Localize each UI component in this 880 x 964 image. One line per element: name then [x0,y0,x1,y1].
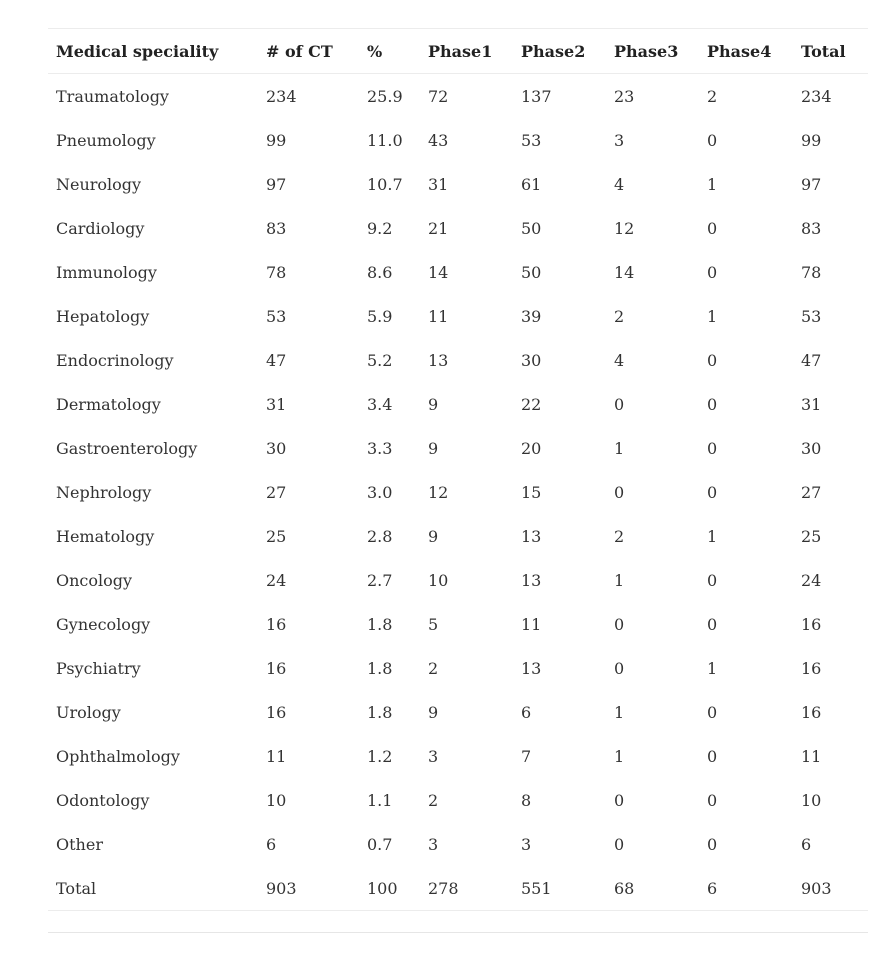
cell-phase4: 0 [707,482,718,502]
cell-phase3: 0 [614,658,625,678]
cell-ct-count: 31 [266,394,287,414]
cell-ct-count: 10 [266,790,287,810]
cell-phase2: 137 [521,86,552,106]
cell-phase1: 2 [428,658,439,678]
cell-medical-speciality: Oncology [56,570,133,590]
header-row [48,29,868,74]
cell-phase1: 5 [428,614,439,634]
cell-percent: 1.8 [367,614,393,634]
cell-ct-count: 903 [266,878,297,898]
cell-total: 78 [801,262,822,282]
cell-percent: 2.8 [367,526,393,546]
cell-phase2: 6 [521,702,532,722]
cell-medical-speciality: Hematology [56,526,155,546]
cell-ct-count: 99 [266,130,287,150]
cell-phase3: 0 [614,394,625,414]
cell-ct-count: 16 [266,658,287,678]
cell-percent: 8.6 [367,262,393,282]
cell-phase3: 1 [614,570,625,590]
cell-phase4: 0 [707,790,718,810]
cell-total: 16 [801,658,822,678]
cell-phase1: 13 [428,350,449,370]
table-row [48,778,868,822]
cell-phase4: 1 [707,174,718,194]
cell-phase3: 2 [614,526,625,546]
cell-ct-count: 16 [266,614,287,634]
cell-phase2: 8 [521,790,532,810]
cell-total: 97 [801,174,822,194]
cell-phase1: 9 [428,702,439,722]
cell-ct-count: 97 [266,174,287,194]
cell-phase3: 4 [614,350,625,370]
table-row [48,602,868,646]
cell-medical-speciality: Other [56,834,103,854]
cell-medical-speciality: Gynecology [56,614,151,634]
cell-phase2: 3 [521,834,532,854]
cell-total: 83 [801,218,822,238]
cell-percent: 100 [367,878,398,898]
cell-phase1: 31 [428,174,449,194]
table-row [48,734,868,778]
cell-phase2: 30 [521,350,542,370]
cell-phase1: 14 [428,262,449,282]
cell-total: 10 [801,790,822,810]
cell-phase4: 1 [707,526,718,546]
column-header-medical-speciality: Medical speciality [56,41,219,61]
cell-percent: 5.2 [367,350,393,370]
cell-ct-count: 78 [266,262,287,282]
cell-phase3: 0 [614,614,625,634]
clinical-trials-table [48,28,868,911]
cell-phase1: 3 [428,834,439,854]
table-row [48,426,868,470]
cell-medical-speciality: Cardiology [56,218,145,238]
cell-ct-count: 11 [266,746,287,766]
cell-medical-speciality: Gastroenterology [56,438,198,458]
cell-phase4: 0 [707,130,718,150]
cell-phase2: 20 [521,438,542,458]
cell-ct-count: 47 [266,350,287,370]
cell-phase4: 0 [707,834,718,854]
cell-phase2: 50 [521,218,542,238]
cell-phase1: 3 [428,746,439,766]
cell-phase2: 61 [521,174,542,194]
cell-phase2: 13 [521,526,542,546]
cell-phase3: 68 [614,878,635,898]
cell-medical-speciality: Pneumology [56,130,156,150]
cell-phase1: 21 [428,218,449,238]
cell-ct-count: 27 [266,482,287,502]
table-row [48,382,868,426]
cell-medical-speciality: Traumatology [56,86,169,106]
cell-phase3: 4 [614,174,625,194]
cell-phase1: 9 [428,438,439,458]
cell-phase2: 13 [521,658,542,678]
cell-total: 11 [801,746,822,766]
column-header-phase3: Phase3 [614,41,679,61]
cell-percent: 1.8 [367,702,393,722]
cell-medical-speciality: Total [56,878,97,898]
cell-total: 6 [801,834,812,854]
cell-phase2: 53 [521,130,542,150]
cell-percent: 5.9 [367,306,393,326]
cell-phase1: 12 [428,482,449,502]
column-header-phase4: Phase4 [707,41,772,61]
cell-phase1: 72 [428,86,449,106]
cell-phase1: 2 [428,790,439,810]
cell-phase4: 0 [707,570,718,590]
cell-phase4: 6 [707,878,718,898]
cell-total: 903 [801,878,832,898]
cell-ct-count: 83 [266,218,287,238]
cell-total: 24 [801,570,822,590]
table-row [48,866,868,911]
table-row [48,162,868,206]
cell-ct-count: 24 [266,570,287,590]
cell-total: 16 [801,702,822,722]
cell-phase3: 1 [614,702,625,722]
cell-phase3: 1 [614,438,625,458]
cell-percent: 9.2 [367,218,393,238]
cell-phase2: 11 [521,614,542,634]
cell-medical-speciality: Odontology [56,790,150,810]
cell-phase2: 13 [521,570,542,590]
table-body [48,74,868,911]
cell-percent: 1.8 [367,658,393,678]
table-row [48,74,868,119]
cell-total: 53 [801,306,822,326]
cell-percent: 1.1 [367,790,393,810]
table-row [48,822,868,866]
column-header-phase2: Phase2 [521,41,586,61]
cell-phase4: 0 [707,702,718,722]
cell-phase3: 1 [614,746,625,766]
cell-ct-count: 25 [266,526,287,546]
cell-phase3: 14 [614,262,635,282]
table-header [48,29,868,74]
cell-medical-speciality: Ophthalmology [56,746,180,766]
table-row [48,646,868,690]
table-row [48,514,868,558]
cell-phase2: 551 [521,878,552,898]
cell-phase4: 2 [707,86,718,106]
cell-total: 234 [801,86,832,106]
cell-phase4: 1 [707,658,718,678]
cell-phase2: 7 [521,746,532,766]
table-row [48,690,868,734]
cell-phase4: 0 [707,438,718,458]
cell-medical-speciality: Neurology [56,174,142,194]
cell-medical-speciality: Dermatology [56,394,161,414]
cell-phase4: 0 [707,394,718,414]
cell-phase2: 39 [521,306,542,326]
cell-total: 25 [801,526,822,546]
cell-phase4: 0 [707,218,718,238]
column-header-total: Total [801,41,846,61]
cell-ct-count: 16 [266,702,287,722]
cell-percent: 2.7 [367,570,393,590]
cell-percent: 3.0 [367,482,393,502]
cell-total: 47 [801,350,822,370]
table-row [48,338,868,382]
cell-phase3: 0 [614,790,625,810]
cell-ct-count: 30 [266,438,287,458]
cell-ct-count: 6 [266,834,277,854]
data-table-container [48,28,868,911]
cell-phase1: 9 [428,526,439,546]
cell-phase3: 0 [614,834,625,854]
table-row [48,118,868,162]
cell-total: 31 [801,394,822,414]
cell-phase3: 12 [614,218,635,238]
cell-phase4: 0 [707,614,718,634]
cell-percent: 1.2 [367,746,393,766]
cell-percent: 25.9 [367,86,403,106]
cell-phase2: 50 [521,262,542,282]
cell-percent: 0.7 [367,834,393,854]
cell-ct-count: 53 [266,306,287,326]
cell-phase1: 278 [428,878,459,898]
cell-phase1: 43 [428,130,449,150]
cell-phase4: 1 [707,306,718,326]
table-row [48,294,868,338]
column-header-percent: % [367,41,383,61]
cell-medical-speciality: Endocrinology [56,350,174,370]
cell-medical-speciality: Nephrology [56,482,152,502]
cell-phase4: 0 [707,746,718,766]
cell-phase1: 10 [428,570,449,590]
cell-phase2: 15 [521,482,542,502]
cell-phase2: 22 [521,394,542,414]
cell-phase3: 2 [614,306,625,326]
bottom-divider [48,932,868,933]
cell-medical-speciality: Immunology [56,262,157,282]
table-row [48,558,868,602]
cell-phase4: 0 [707,350,718,370]
column-header-phase1: Phase1 [428,41,493,61]
cell-phase1: 9 [428,394,439,414]
cell-percent: 3.4 [367,394,393,414]
cell-medical-speciality: Psychiatry [56,658,141,678]
cell-percent: 10.7 [367,174,403,194]
cell-total: 27 [801,482,822,502]
cell-phase1: 11 [428,306,449,326]
table-row [48,250,868,294]
cell-medical-speciality: Hepatology [56,306,150,326]
cell-total: 99 [801,130,822,150]
table-row [48,470,868,514]
cell-total: 30 [801,438,822,458]
cell-phase3: 23 [614,86,635,106]
cell-percent: 3.3 [367,438,393,458]
cell-medical-speciality: Urology [56,702,121,722]
cell-ct-count: 234 [266,86,297,106]
cell-phase3: 0 [614,482,625,502]
cell-phase4: 0 [707,262,718,282]
cell-total: 16 [801,614,822,634]
cell-percent: 11.0 [367,130,403,150]
table-row [48,206,868,250]
cell-phase3: 3 [614,130,625,150]
column-header-ct-count: # of CT [266,41,333,61]
